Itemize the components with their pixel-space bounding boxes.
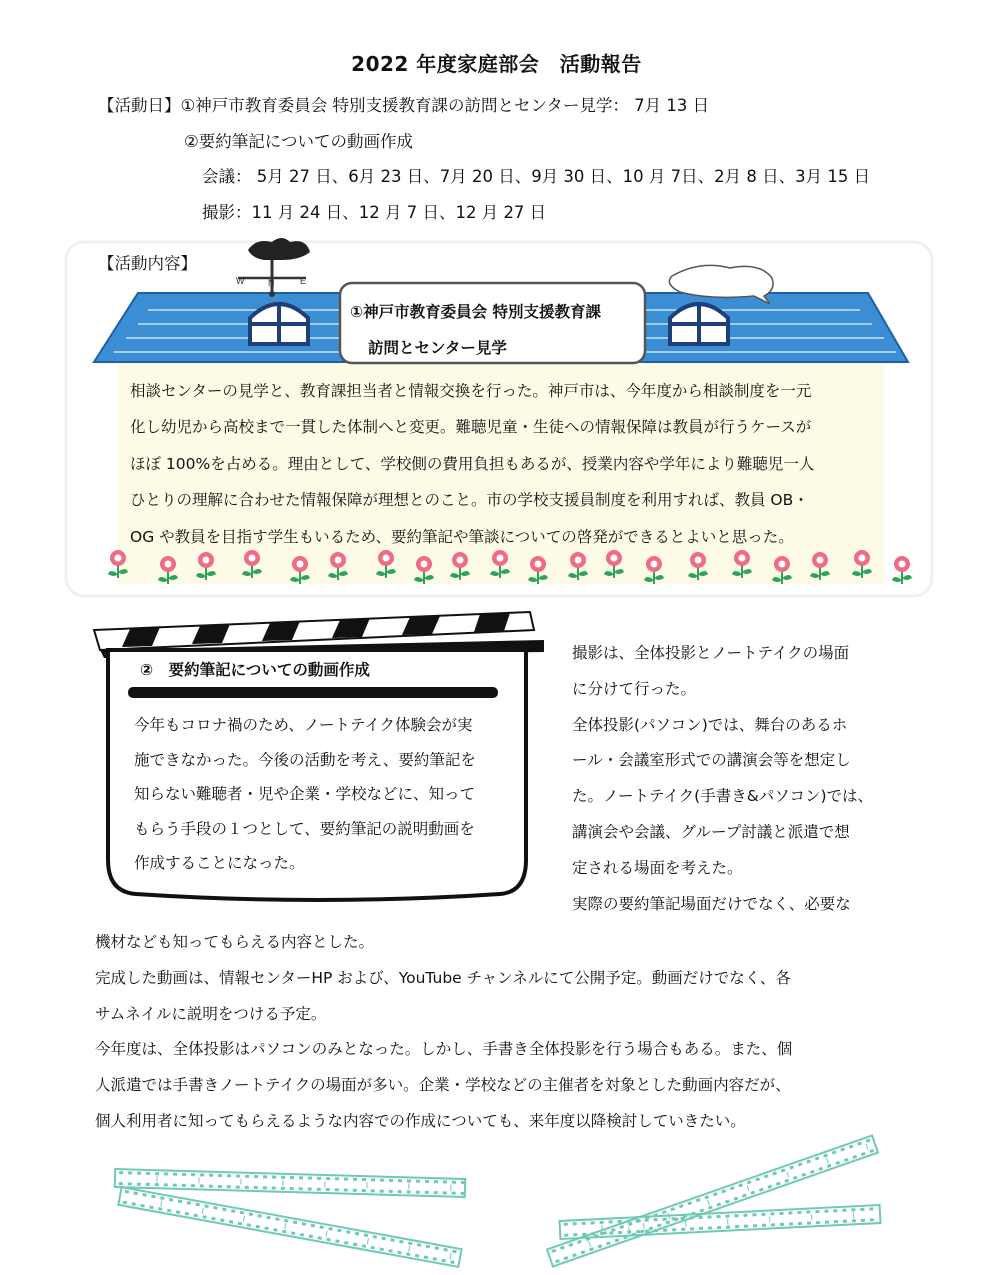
section2-right-text — [572, 636, 912, 922]
bottom-line: 今年度は、全体投影はパソコンのみとなった。しかし、手書き全体投影を行う場合もある。また、個 — [95, 1040, 793, 1059]
section1-heading-line1: ①神戸市教育委員会 特別支援教育課 — [350, 303, 602, 321]
bottom-line: 人派遣では手書きノートテイクの場面が多い。企業・学校などの主催者を対象とした動画内容だが、 — [95, 1076, 791, 1095]
section1-body — [130, 373, 882, 555]
card-line: もらう手段の１つとして、要約筆記の説明動画を — [134, 819, 475, 838]
section2-bottom-text — [95, 925, 915, 1140]
card-line: 作成することになった。 — [134, 854, 305, 873]
bottom-line: 完成した動画は、情報センターHP および、YouTube チャンネルにて公開予定。動画だけでなく、各 — [95, 968, 791, 987]
card-line: 施できなかった。今後の活動を考え、要約筆記を — [134, 750, 476, 769]
bottom-line: 機材なども知ってもらえる内容とした。 — [95, 933, 375, 951]
section2-heading: ② 要約筆記についての動画作成 — [140, 661, 370, 679]
section1-line: ほぼ 100%を占める。理由として、学校側の費用負担もあるが、授業内容や学年により難聴児一人 — [130, 454, 815, 473]
right-line: 実際の要約筆記場面だけでなく、必要な — [572, 894, 851, 913]
section1-heading-line2: 訪問とセンター見学 — [368, 339, 507, 357]
section2-card-body — [134, 708, 512, 881]
page-title: 2022 年度家庭部会 活動報告 — [351, 52, 642, 76]
right-line: 撮影は、全体投影とノートテイクの場面 — [572, 644, 850, 662]
content-label: 【活動内容】 — [98, 254, 197, 273]
right-line: 講演会や会議、グループ討議と派遣で想 — [572, 822, 850, 841]
right-line: ール・会議室形式での講演会等を想定し — [572, 751, 851, 770]
section1-line: 化し幼児から高校まで一貫した体制へと変更。難聴児童・生徒への情報保障は教員が行うケースが — [130, 418, 812, 437]
section1-line: OG や教員を目指す学生もいるため、要約筆記や筆談についての啓発ができるとよいと思った。 — [130, 527, 794, 546]
film-strip-icon — [115, 1169, 466, 1197]
right-line: 定される場面を考えた。 — [572, 858, 743, 877]
meeting-dates: 会議： 5月 27 日、6月 23 日、7月 20 日、9月 30 日、10 月 7日、2月 8 日、3月 15 日 — [202, 167, 871, 186]
film-strip-icon — [560, 1205, 881, 1239]
section1-line: ひとりの理解に合わせた情報保障が理想とのこと。市の学校支援員制度を利用すれば、教員 OB・ — [130, 491, 809, 510]
activity-item-2: ②要約筆記についての動画作成 — [184, 132, 413, 151]
activity-days-line — [98, 92, 709, 116]
card-line: 今年もコロナ禍のため、ノートテイク体験会が実 — [134, 716, 473, 734]
activity-item-1: ①神戸市教育委員会 特別支援教育課の訪問とセンター見学： 7月 13 日 — [180, 96, 710, 115]
filming-dates: 撮影：11 月 24 日、12 月 7 日、12 月 27 日 — [202, 203, 547, 222]
activity-days-label: 【活動日】 — [98, 96, 181, 115]
right-line: た。ノートテイク(手書き&パソコン)では、 — [572, 787, 874, 806]
card-line: 知らない難聴者・児や企業・学校などに、知って — [134, 785, 476, 804]
bottom-line: 個人利用者に知ってもらえるような内容での作成についても、来年度以降検討していきたい。 — [95, 1111, 746, 1130]
right-line: に分けて行った。 — [572, 679, 697, 698]
film-strip-icon — [547, 1136, 878, 1267]
film-strips-illustration — [100, 1130, 930, 1270]
wv-letter-e: E — [300, 276, 307, 286]
section1-line: 相談センターの見学と、教育課担当者と情報交換を行った。神戸市は、今年度から相談制度を一元 — [130, 382, 812, 400]
film-strip-icon — [118, 1187, 461, 1267]
wv-letter-n: N — [268, 278, 275, 288]
wv-letter-w: W — [236, 276, 245, 286]
bottom-line: サムネイルに説明をつける予定。 — [95, 1004, 327, 1023]
right-line: 全体投影(パソコン)では、舞台のあるホ — [572, 715, 848, 734]
